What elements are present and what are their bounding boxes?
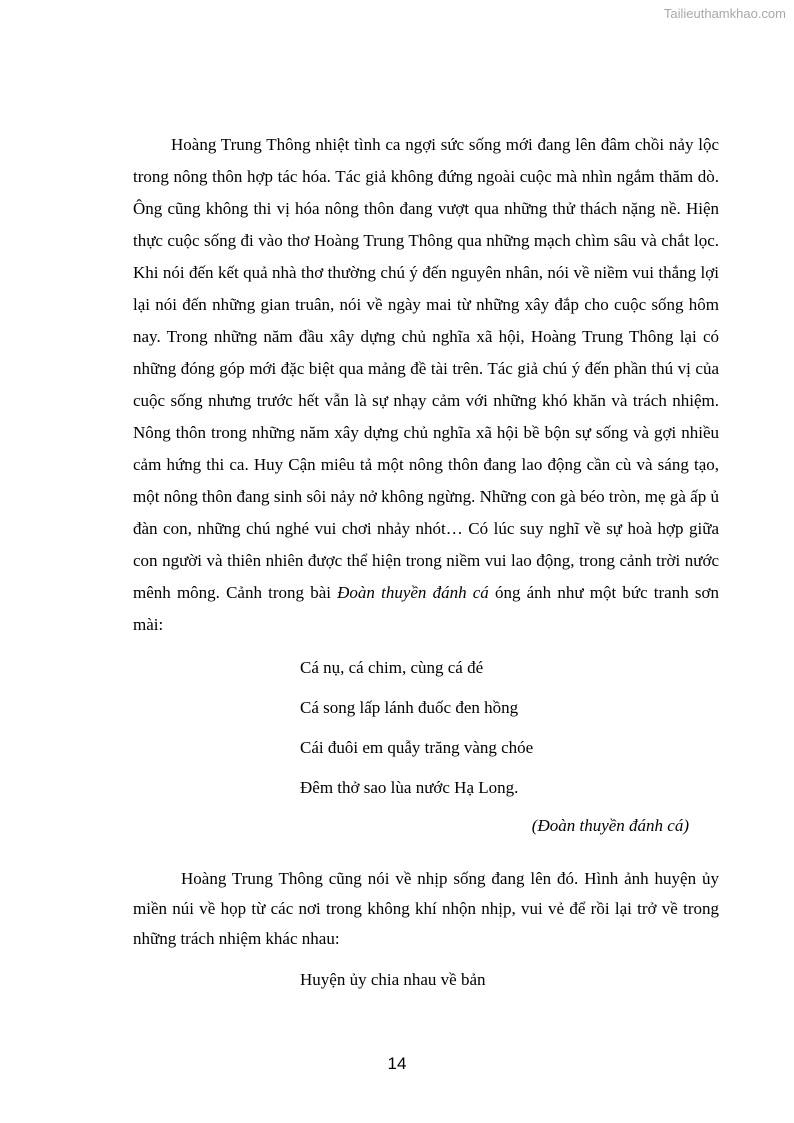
poem-source: (Đoàn thuyền đánh cá)	[531, 816, 689, 835]
poem-line: Cá song lấp lánh đuốc đen hồng	[300, 698, 519, 717]
poem-title-italic: Đoàn thuyền đánh cá	[337, 583, 489, 602]
page-number: 14	[387, 1054, 407, 1073]
poem-line: Cái đuôi em quẫy trăng vàng chóe	[300, 738, 534, 757]
paragraph-1	[133, 129, 719, 641]
paragraph-1-text-end: óng ánh như một bức tranh sơn mài:	[133, 583, 719, 634]
page-content	[133, 129, 719, 1000]
poem-2	[133, 960, 719, 1000]
poem-line: Huyện ủy chia nhau về bản	[300, 970, 486, 989]
paragraph-2: Hoàng Trung Thông cũng nói về nhịp sống đang lên đó. Hình ảnh huyện ủy miền núi về họp từ các nơi trong không khí nhộn nhịp, vui vẻ để rồi lại trở về trong những trách nhiệm khác nhau:	[133, 869, 719, 948]
watermark: Tailieuthamkhao.com	[663, 6, 786, 21]
paragraph-1-text: Hoàng Trung Thông nhiệt tình ca ngợi sức sống mới đang lên đâm chồi nảy lộc trong nông thôn hợp tác hóa. Tác giả không đứng ngoài cuộc mà nhìn ngắm thăm dò. Ông cũng không thi vị hóa nông thôn đang vượt qua những thử thách nặng nề. Hiện thực cuộc sống đi vào thơ Hoàng Trung Thông qua những mạch chìm sâu và chắt lọc. Khi nói đến kết quả nhà thơ thường chú ý đến nguyên nhân, nói về niềm vui thắng lợi lại nói đến những gian truân, nói về ngày mai từ những xây đắp cho cuộc sống hôm nay. Trong những năm đầu xây dựng chủ nghĩa xã hội, Hoàng Trung Thông lại có những đóng góp mới đặc biệt qua mảng đề tài trên. Tác giả chú ý đến phần thú vị của cuộc sống nhưng trước hết vẫn là sự nhạy cảm với những khó khăn và trách nhiệm. Nông thôn trong những năm xây dựng chủ nghĩa xã hội bề bộn sự sống và gợi nhiều cảm hứng thi ca. Huy Cận miêu tả một nông thôn đang lao động cần cù và sáng tạo, một nông thôn đang sinh sôi nảy nở không ngừng. Những con gà béo tròn, mẹ gà ấp ủ đàn con, những chú nghé vui chơi nhảy nhót… Có lúc suy nghĩ về sự hoà hợp giữa con người và thiên nhiên được thể hiện trong niềm vui lao động, trong cảnh trời nước mênh mông. Cảnh trong bài	[133, 135, 719, 602]
poem-line: Cá nụ, cá chim, cùng cá đé	[300, 658, 484, 677]
poem-line: Đêm thở sao lùa nước Hạ Long.	[300, 778, 519, 797]
poem-1	[133, 648, 719, 808]
